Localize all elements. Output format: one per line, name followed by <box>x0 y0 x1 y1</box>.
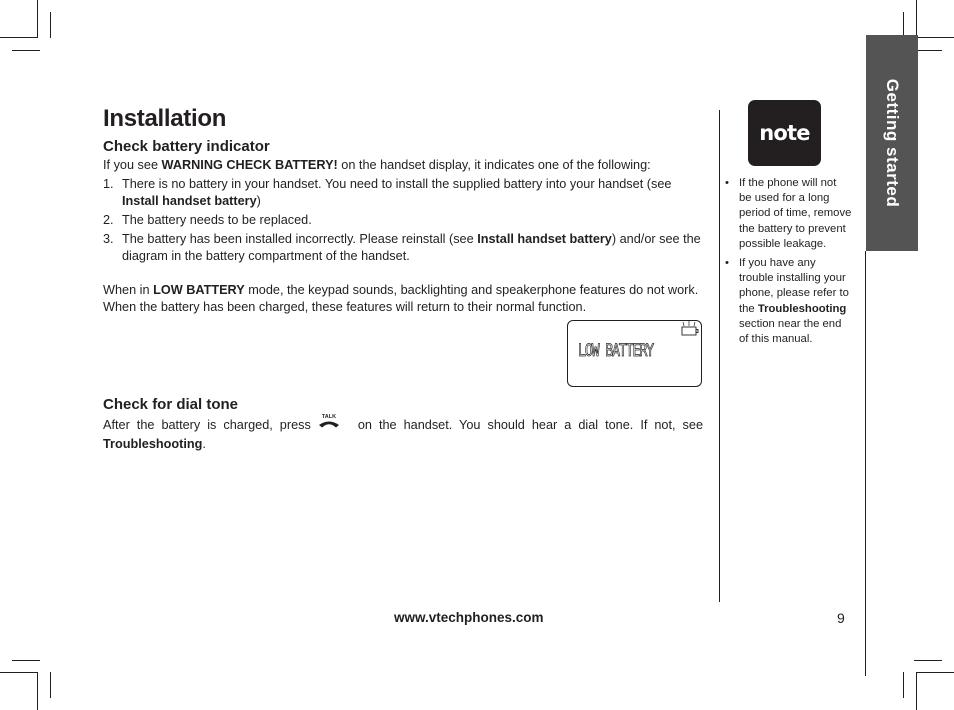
troubleshooting-ref: Troubleshooting <box>757 302 847 315</box>
install-battery-ref: Install handset battery <box>122 194 257 208</box>
crop-mark <box>903 672 904 698</box>
note-item: • If the phone will not be used for a long period of time, remove the battery to prevent possible leakage. <box>724 176 852 252</box>
page-number: 9 <box>837 610 845 626</box>
warning-message: WARNING CHECK BATTERY! <box>161 158 338 172</box>
list-item: 2. The battery needs to be replaced. <box>103 213 312 227</box>
column-divider <box>719 110 720 602</box>
page-title: Installation <box>103 105 227 132</box>
list-item: 3. The battery has been installed incorrectly. Please reinstall (see Install handset battery) and/or see the diagram in the battery compartment of the handset. <box>103 232 701 263</box>
crop-mark <box>0 672 38 673</box>
note-badge <box>748 100 821 166</box>
list-item: 1. There is no battery in your handset. You need to install the supplied battery into your handset (see Install handset battery) <box>103 177 672 208</box>
crop-mark <box>37 0 38 38</box>
note-item: • If you have any trouble installing your phone, please refer to the Troubleshooting section near the end of this manual. <box>724 256 852 347</box>
battery-low-icon <box>680 321 700 339</box>
crop-mark <box>0 37 38 38</box>
battery-causes-list <box>103 176 705 267</box>
crop-mark <box>12 660 40 661</box>
page-edge-rule <box>865 251 866 676</box>
low-battery-paragraph: When in LOW BATTERY mode, the keypad sounds, backlighting and speakerphone features do not work. When the battery has been charged, these features will return to their normal function. <box>103 283 699 314</box>
dial-tone-paragraph: After the battery is charged, press TALK on the handset. You should hear a dial tone. If not, see Troubleshooting. <box>103 414 703 451</box>
crop-mark <box>916 672 954 673</box>
install-battery-ref: Install handset battery <box>477 232 612 246</box>
section-tab-label: Getting started <box>883 78 902 208</box>
crop-mark <box>914 660 942 661</box>
crop-mark <box>916 0 917 38</box>
crop-mark <box>50 12 51 38</box>
battery-intro: If you see WARNING CHECK BATTERY! on the handset display, it indicates one of the following: <box>103 158 651 172</box>
crop-mark <box>914 50 942 51</box>
note-list <box>724 176 852 351</box>
battery-section-heading: Check battery indicator <box>103 138 270 155</box>
low-battery-term: LOW BATTERY <box>153 283 245 297</box>
crop-mark <box>916 672 917 710</box>
handset-display-illustration <box>567 320 702 387</box>
crop-mark <box>12 50 40 51</box>
footer-url: www.vtechphones.com <box>394 610 544 625</box>
talk-key-label: TALK <box>321 414 336 420</box>
crop-mark <box>916 37 954 38</box>
crop-mark <box>50 672 51 698</box>
troubleshooting-ref: Troubleshooting <box>103 437 203 451</box>
note-badge-label: note <box>759 121 810 145</box>
talk-key-icon <box>317 413 341 434</box>
dial-tone-heading: Check for dial tone <box>103 396 239 413</box>
display-text: LOW BATTERY <box>578 341 653 361</box>
crop-mark <box>37 672 38 710</box>
